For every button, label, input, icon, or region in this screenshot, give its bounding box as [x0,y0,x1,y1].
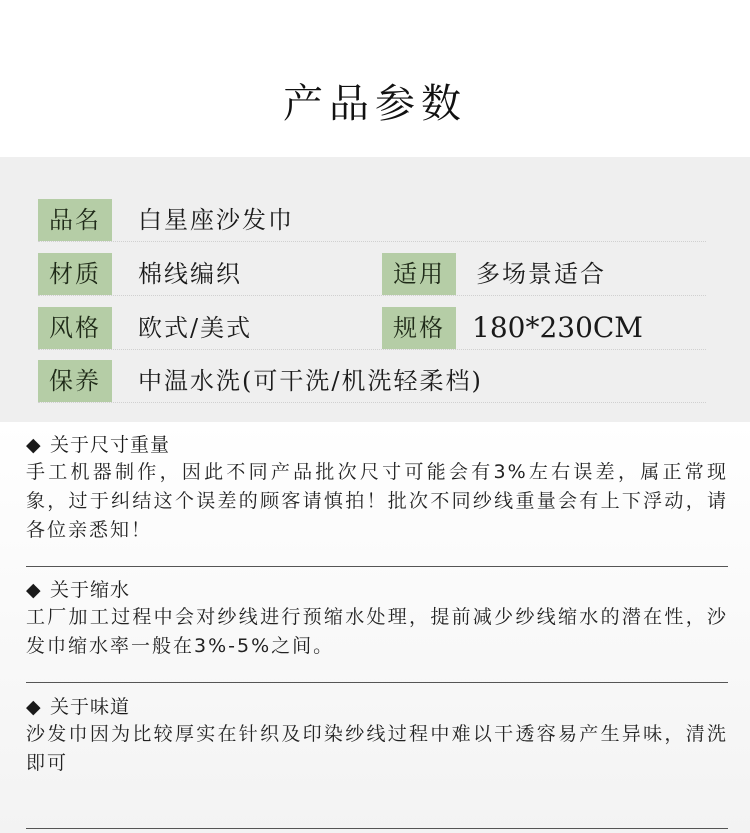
param-row-style [38,307,706,350]
section-title [26,577,728,603]
param-value: 中温水洗(可干洗/机洗轻柔档) [138,367,483,395]
param-label: 材质 [38,253,112,295]
param-value: 白星座沙发巾 [138,206,294,234]
section-title [26,694,728,720]
param-label: 保养 [38,360,112,402]
param-label: 风格 [38,307,112,349]
section-title-text: 关于缩水 [50,579,131,601]
header [0,0,750,157]
param-row-care [38,360,706,403]
section-title-text: 关于味道 [50,696,131,718]
note-section-size [26,432,728,545]
param-row-name [38,199,706,242]
section-body: 沙发巾因为比较厚实在针织及印染纱线过程中难以干透容易产生异味，清洗即可 [26,723,728,774]
section-body: 工厂加工过程中会对纱线进行预缩水处理，提前减少纱线缩水的潜在性，沙发巾缩水率一般在3%-5%之间。 [26,606,728,657]
divider [26,566,728,567]
note-section-smell [26,694,728,778]
diamond-icon: ◆ [26,696,42,718]
param-value: 棉线编织 [138,260,242,288]
notes-area [0,422,750,833]
section-title [26,432,728,458]
page-title: 产品参数 [283,81,467,127]
params-table [0,157,750,422]
note-section-shrink [26,577,728,661]
param-value: 180*230CM [472,311,643,344]
param-label: 适用 [382,253,456,295]
diamond-icon: ◆ [26,434,42,456]
param-label: 品名 [38,199,112,241]
section-title-text: 关于尺寸重量 [50,434,171,456]
divider [26,682,728,683]
section-body: 手工机器制作，因此不同产品批次尺寸可能会有3%左右误差，属正常现象，过于纠结这个误差的顾客请慎拍！批次不同纱线重量会有上下浮动，请各位亲悉知！ [26,461,728,541]
divider [26,828,728,829]
param-label: 规格 [382,307,456,349]
param-row-material [38,253,706,296]
diamond-icon: ◆ [26,579,42,601]
param-value: 多场景适合 [476,260,606,288]
param-value: 欧式/美式 [138,314,253,342]
